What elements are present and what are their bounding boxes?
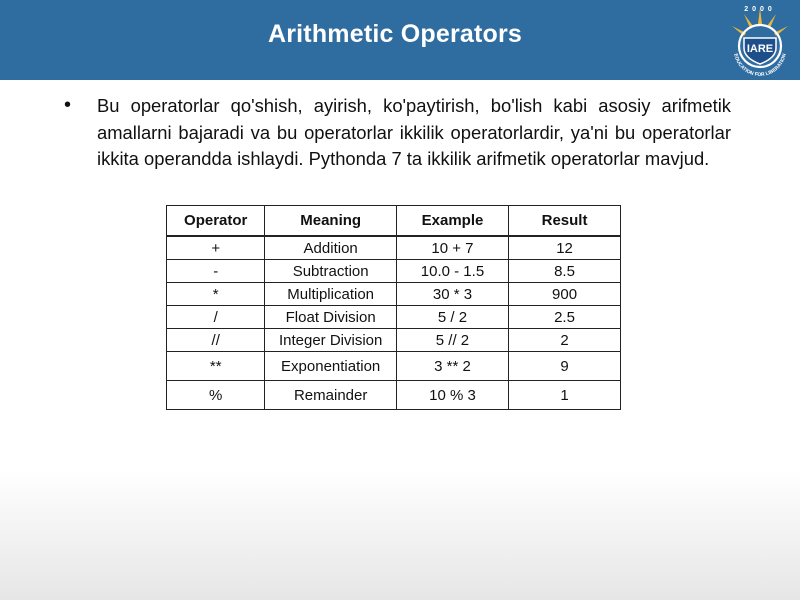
table-row <box>167 283 621 306</box>
cell-example: 5 // 2 <box>396 329 508 352</box>
cell-meaning: Exponentiation <box>265 352 396 381</box>
cell-example: 3 ** 2 <box>396 352 508 381</box>
cell-operator: % <box>167 381 265 410</box>
table-row <box>167 306 621 329</box>
logo-year: 2000 <box>744 6 776 13</box>
table-row <box>167 236 621 260</box>
cell-operator: / <box>167 306 265 329</box>
cell-meaning: Multiplication <box>265 283 396 306</box>
cell-operator: // <box>167 329 265 352</box>
bullet-paragraph: Bu operatorlar qo'shish, ayirish, ko'paytirish, bo'lish kabi asosiy arifmetik amallarni bajaradi va bu operatorlar ikkilik operatorlardir, ya'ni bu operatorlar ikkita operandda ishlaydi. Pythonda 7 ta ikkilik arifmetik operatorlar mavjud. <box>97 95 731 170</box>
title-bar <box>0 0 800 80</box>
cell-meaning: Float Division <box>265 306 396 329</box>
header-example: Example <box>396 206 508 237</box>
table-header-row <box>167 206 621 237</box>
cell-result: 900 <box>509 283 621 306</box>
table-row <box>167 381 621 410</box>
slide-title: Arithmetic Operators <box>267 20 523 48</box>
cell-result: 9 <box>509 352 621 381</box>
cell-operator: ** <box>167 352 265 381</box>
cell-result: 12 <box>509 236 621 260</box>
cell-example: 10.0 - 1.5 <box>396 260 508 283</box>
cell-example: 30 * 3 <box>396 283 508 306</box>
cell-result: 2.5 <box>509 306 621 329</box>
cell-example: 10 % 3 <box>396 381 508 410</box>
cell-meaning: Remainder <box>265 381 396 410</box>
cell-meaning: Integer Division <box>265 329 396 352</box>
logo-text: IARE <box>746 43 774 55</box>
cell-example: 10 + 7 <box>396 236 508 260</box>
table-row <box>167 352 621 381</box>
table-row <box>167 329 621 352</box>
cell-result: 2 <box>509 329 621 352</box>
header-meaning: Meaning <box>265 206 396 237</box>
cell-example: 5 / 2 <box>396 306 508 329</box>
table-row <box>167 260 621 283</box>
iare-logo <box>722 2 798 78</box>
cell-operator: + <box>167 236 265 260</box>
header-result: Result <box>509 206 621 237</box>
cell-result: 8.5 <box>509 260 621 283</box>
cell-meaning: Addition <box>265 236 396 260</box>
operators-table <box>166 205 621 410</box>
cell-operator: * <box>167 283 265 306</box>
cell-operator: - <box>167 260 265 283</box>
cell-result: 1 <box>509 381 621 410</box>
logo-tagline: EDUCATION FOR LIBERATION <box>732 53 788 78</box>
cell-meaning: Subtraction <box>265 260 396 283</box>
bullet-marker: • <box>64 94 72 116</box>
header-operator: Operator <box>167 206 265 237</box>
